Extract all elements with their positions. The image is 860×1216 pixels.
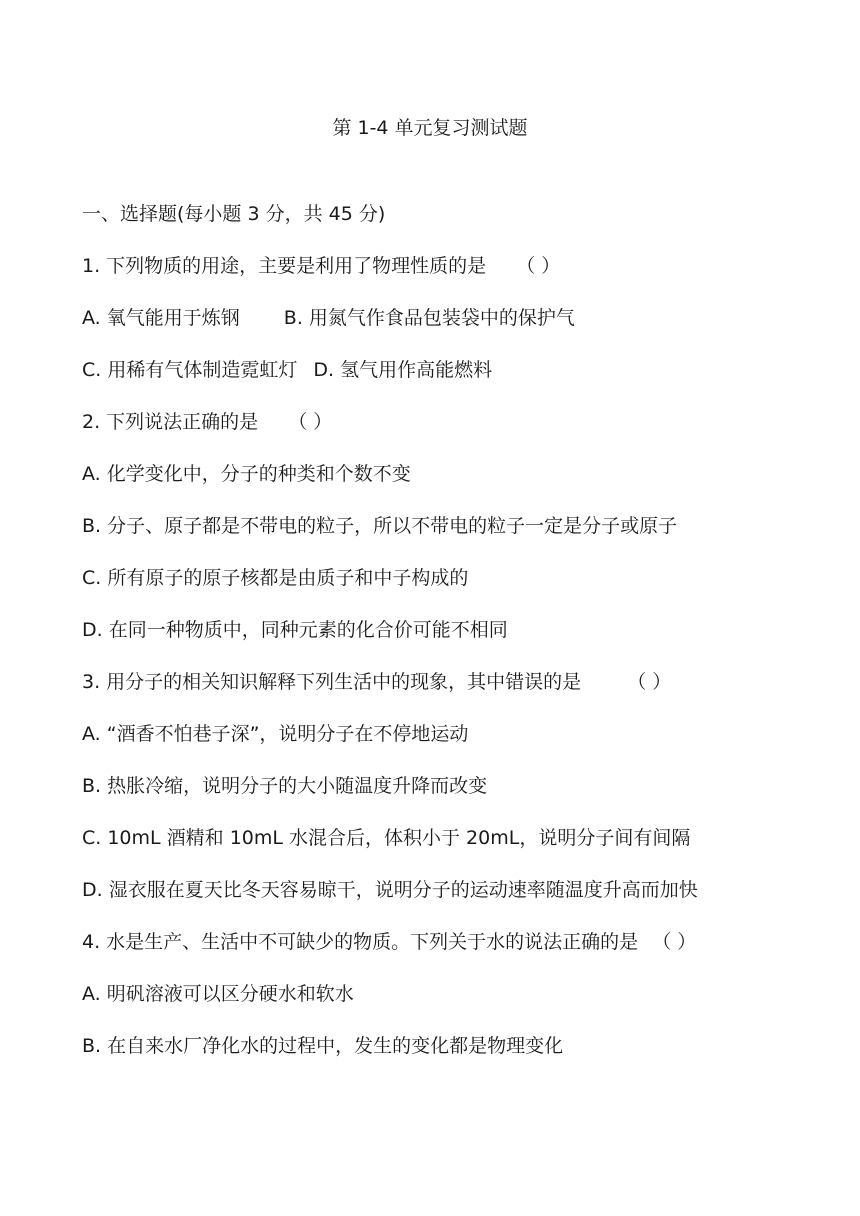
question-3-option-d: D. 湿衣服在夏天比冬天容易晾干，说明分子的运动速率随温度升高而加快 — [82, 879, 698, 901]
question-1-options-ab — [82, 304, 575, 332]
question-2-answer-blank: （ ） — [288, 411, 333, 433]
question-2-text: 2. 下列说法正确的是 — [82, 411, 259, 433]
question-2-option-d: D. 在同一种物质中，同种元素的化合价可能不相同 — [82, 619, 508, 641]
question-1-answer-blank: （ ） — [516, 255, 561, 277]
question-2-option-a: A. 化学变化中，分子的种类和个数不变 — [82, 463, 411, 485]
question-1-text: 1. 下列物质的用途，主要是利用了物理性质的是 — [82, 255, 487, 277]
question-3-text: 3. 用分子的相关知识解释下列生活中的现象，其中错误的是 — [82, 671, 582, 693]
question-1-option-c: C. 用稀有气体制造霓虹灯 — [82, 359, 298, 381]
question-3-option-b: B. 热胀冷缩，说明分子的大小随温度升降而改变 — [82, 775, 488, 797]
question-2-option-c: C. 所有原子的原子核都是由质子和中子构成的 — [82, 567, 469, 589]
question-4-text: 4. 水是生产、生活中不可缺少的物质。下列关于水的说法正确的是 — [82, 931, 639, 953]
question-1-option-d: D. 氢气用作高能燃料 — [313, 359, 493, 381]
section-heading: 一、选择题(每小题 3 分，共 45 分) — [82, 203, 386, 225]
question-4-option-a: A. 明矾溶液可以区分硬水和软水 — [82, 983, 354, 1005]
question-3-answer-blank: （ ） — [627, 671, 672, 693]
page-title: 第 1-4 单元复习测试题 — [332, 117, 528, 139]
question-1-option-b: B. 用氮气作食品包装袋中的保护气 — [283, 307, 575, 329]
question-1-stem — [82, 252, 560, 280]
question-3-option-c: C. 10mL 酒精和 10mL 水混合后，体积小于 20mL，说明分子间有间隔 — [82, 827, 691, 849]
question-3-stem — [82, 668, 671, 696]
question-4-answer-blank: （ ） — [652, 931, 697, 953]
question-3-option-a: A. “酒香不怕巷子深”，说明分子在不停地运动 — [82, 723, 469, 745]
question-2-option-b: B. 分子、原子都是不带电的粒子，所以不带电的粒子一定是分子或原子 — [82, 515, 678, 537]
question-1-options-cd — [82, 356, 492, 384]
question-1-option-a: A. 氧气能用于炼钢 — [82, 307, 240, 329]
question-2-stem — [82, 408, 332, 436]
question-4-stem — [82, 928, 696, 956]
question-4-option-b: B. 在自来水厂净化水的过程中，发生的变化都是物理变化 — [82, 1035, 564, 1057]
